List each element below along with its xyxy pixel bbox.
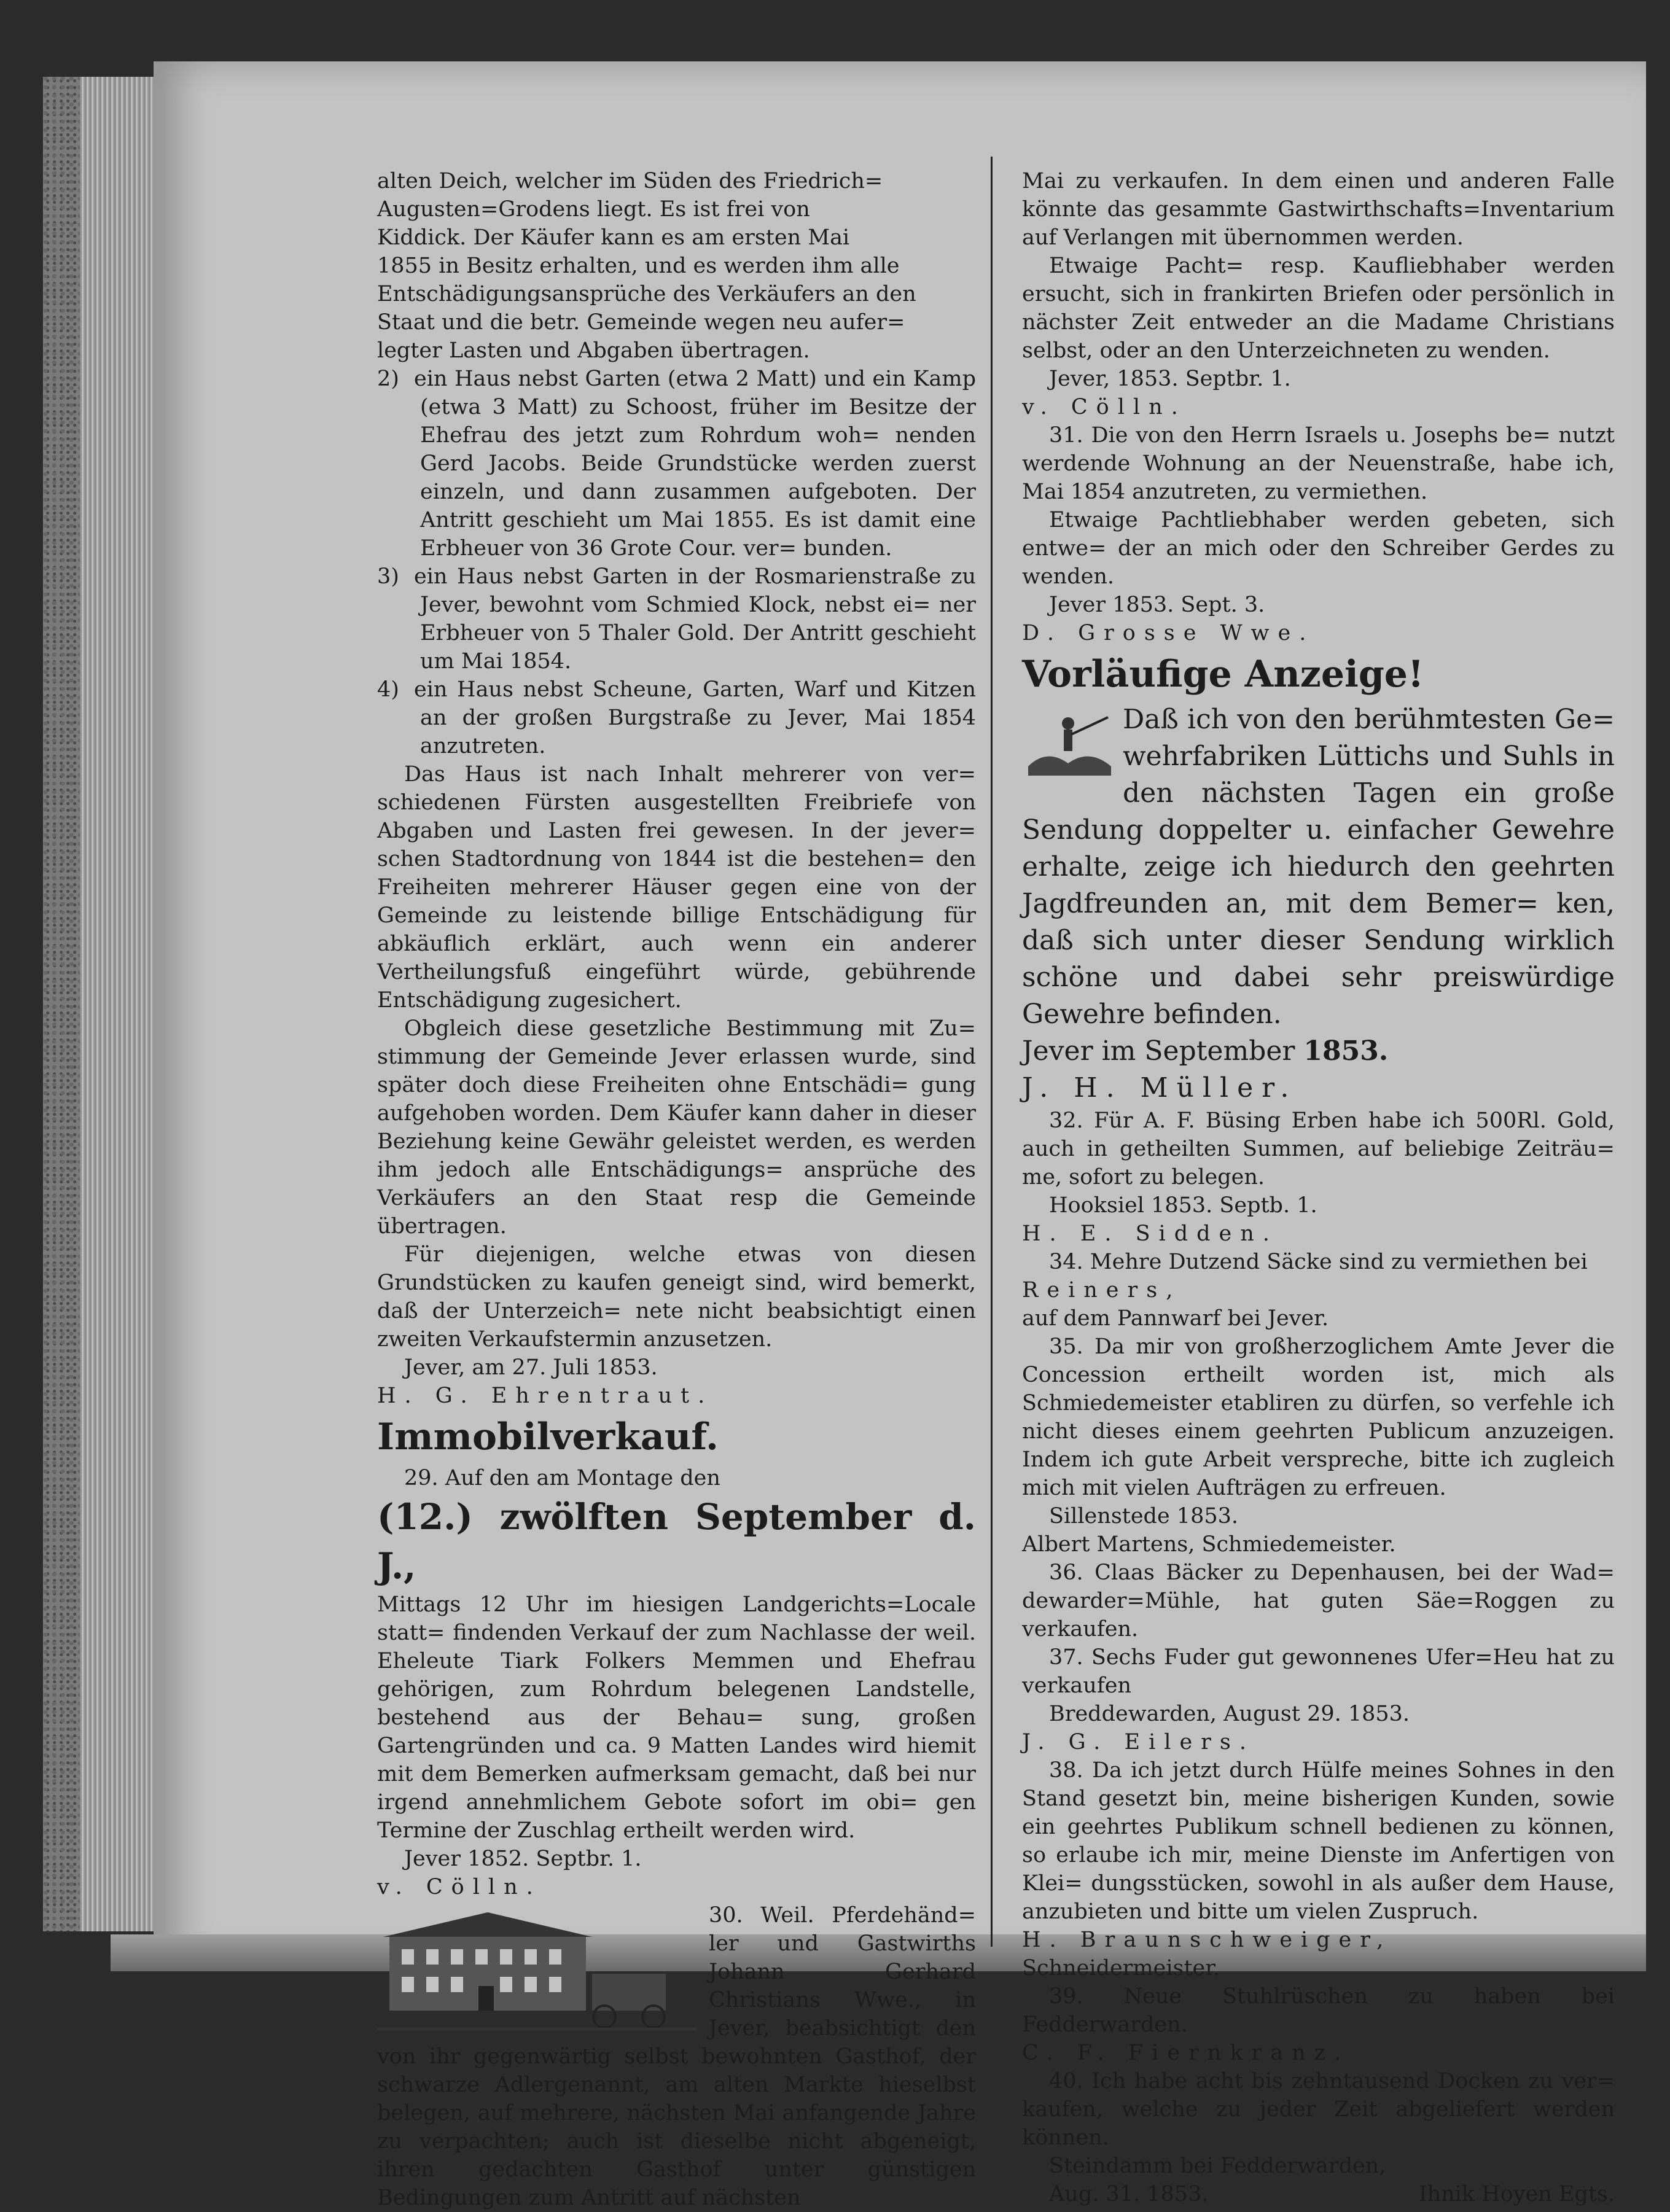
ad-text: Mai zu verkaufen. In dem einen und anderen Falle könnte das gesammte Gastwirthschafts=Inventarium auf Verlangen mit übernommen werden.	[1022, 169, 1615, 250]
signature: Ihnik Hoyen Egts.	[1418, 2182, 1615, 2206]
ad-text: 35. Da mir von großherzoglichem Amte Jever die Concession ertheilt worden ist, mich als Schmiedemeister etabliren zu dürfen, so verfehle ich nicht dieses einem geehrten Publicum anzuzeigen. Indem ich gute Arbeit verspreche, bitte ich zugleich mich mit vielen Aufträgen zu erfreuen.	[1022, 1334, 1615, 1500]
ad-text: 32. Für A. F. Büsing Erben habe ich 500Rl. Gold, auch in getheilten Summen, auf beliebige Zeiträu= me, sofort zu belegen.	[1022, 1108, 1615, 1190]
property-item-2	[377, 365, 976, 563]
intro-line: Entschädigungsansprüche des Verkäufers an den	[377, 282, 916, 306]
book-cover-edge	[43, 77, 80, 1931]
ad-text: 40. Ich habe acht bis zehntausend Docken zu ver= kaufen, welche zu jeder Zeit abgeliefert werden können.	[1022, 2069, 1615, 2150]
property-item-3	[377, 563, 976, 676]
date-line: Jever 1852. Septbr. 1.	[404, 1847, 642, 1871]
item-number: 2)	[377, 367, 399, 391]
anzeige-year: 1853.	[1303, 1035, 1389, 1067]
signature: C. F. Fiernkranz.	[1022, 2041, 1350, 2065]
signature: v. Cölln.	[1022, 395, 1187, 419]
signature: Reiners,	[1022, 1278, 1182, 1303]
date-line: Jever 1853. Sept. 3.	[1049, 593, 1265, 617]
ad-date-heading: (12.) zwölften September d. J.,	[377, 1496, 976, 1587]
place-line: Sillenstede 1853.	[1049, 1504, 1238, 1529]
signature: H. Braunschweiger,	[1022, 1928, 1392, 1952]
intro-line: legter Lasten und Abgaben übertragen.	[377, 338, 810, 363]
signature: J. G. Eilers.	[1022, 1730, 1255, 1754]
property-item-4	[377, 676, 976, 760]
signature: H. G. Ehrentraut.	[377, 1384, 714, 1408]
signature: J. H. Müller.	[1022, 1072, 1298, 1104]
item-number: 3)	[377, 564, 399, 589]
date-line: Breddewarden, August 29. 1853.	[1049, 1702, 1410, 1726]
inn-illustration	[377, 1906, 696, 2035]
item-text: ein Haus nebst Garten (etwa 2 Matt) und ein Kamp (etwa 3 Matt) zu Schoost, früher im Besitze der Ehefrau des jetzt zum Rohrdum woh= nenden Gerd Jacobs. Beide Grundstücke werden zuerst einzeln, und dann zusammen aufgeboten. Der Antritt geschieht um Mai 1855. Es ist damit eine Erbheuer von 36 Grote Cour. ver= bunden.	[414, 367, 976, 561]
hunter-illustration	[1022, 705, 1114, 779]
date-sign-line	[1022, 2180, 1615, 2208]
signature: H. E. Sidden.	[1022, 1221, 1278, 1246]
ad-text: Etwaige Pacht= resp. Kaufliebhaber werden ersucht, sich in frankirten Briefen oder persönlich in nächster Zeit entweder an die Madame Christians selbst, oder an den Unterzeichneten zu wenden.	[1022, 254, 1615, 363]
date-line: Jever, am 27. Juli 1853.	[404, 1355, 658, 1380]
right-column	[1022, 167, 1615, 2208]
intro-line: Augusten=Grodens liegt. Es ist frei von	[377, 197, 810, 222]
paragraph: Das Haus ist nach Inhalt mehrerer von ver= schiedenen Fürsten ausgestellten Freibriefe von Abgaben und Lasten frei gewesen. In der jever= schen Stadtordnung von 1844 ist die bestehen= den Freiheiten mehrerer Häuser gegen eine von der Gemeinde zu leistende billige Entschädigung für abkäuflich erklärt, auch wenn ein anderer Vertheilungsfuß eingeführt würde, gebührende Entschädigung zugesichert.	[377, 762, 976, 1013]
section-heading: Vorläufige Anzeige!	[1022, 653, 1424, 696]
ad-text: 34. Mehre Dutzend Säcke sind zu vermiethen bei	[1049, 1250, 1588, 1274]
date-line: Jever, 1853. Septbr. 1.	[1049, 367, 1291, 391]
ad-text: Mittags 12 Uhr im hiesigen Landgerichts=Locale statt= findenden Verkauf der zum Nachlasse der weil. Eheleute Tiark Folkers Memmen und Ehefrau gehörigen, zum Rohrdum belegenen Landstelle, bestehend aus der Behau= sung, großen Gartengründen und ca. 9 Matten Landes wird hiemit mit dem Bemerken aufmerksam gemacht, daß bei nur irgend annehmlichem Gebote sofort im obi= gen Termine der Zuschlag ertheilt werden wird.	[377, 1592, 976, 1843]
ad-text: Etwaige Pachtliebhaber werden gebeten, sich entwe= der an mich oder den Schreiber Gerdes zu wenden.	[1022, 508, 1615, 589]
date-line: Hooksiel 1853. Septb. 1.	[1049, 1193, 1317, 1218]
column-divider	[991, 157, 993, 1947]
signature: v. Cölln.	[377, 1875, 542, 1899]
ad-text: 36. Claas Bäcker zu Depenhausen, bei der Wad= dewarder=Mühle, hat guten Säe=Roggen zu verkaufen.	[1022, 1560, 1615, 1641]
signature-title: Schneidermeister.	[1022, 1956, 1220, 1980]
item-text: ein Haus nebst Scheune, Garten, Warf und Kitzen an der großen Burgstraße zu Jever, Mai 1854 anzutreten.	[414, 677, 976, 758]
paragraph: Obgleich diese gesetzliche Bestimmung mit Zu= stimmung der Gemeinde Jever erlassen wurde, sind später doch diese Freiheiten ohne Entschädi= gung aufgehoben worden. Dem Käufer kann daher in dieser Beziehung keine Gewähr geleistet werden, es werden ihm jedoch alle Entschädigungs= ansprüche des Verkäufers an den Staat resp die Gemeinde übertragen.	[377, 1016, 976, 1239]
intro-line: alten Deich, welcher im Süden des Friedrich=	[377, 169, 883, 193]
item-number: 4)	[377, 677, 399, 702]
date-line: Aug. 31. 1853.	[1049, 2182, 1209, 2206]
item-text: ein Haus nebst Garten in der Rosmarienstraße zu Jever, bewohnt vom Schmied Klock, nebst ei= ner Erbheuer von 5 Thaler Gold. Der Antritt geschieht um Mai 1854.	[414, 564, 976, 674]
signature: Albert Martens, Schmiedemeister.	[1022, 1532, 1396, 1557]
section-heading: Immobilverkauf.	[377, 1416, 719, 1458]
paragraph: Für diejenigen, welche etwas von diesen Grundstücken zu kaufen geneigt sind, wird bemerkt, daß der Unterzeich= nete nicht beabsichtigt einen zweiten Verkaufstermin anzusetzen.	[377, 1242, 976, 1352]
intro-line: Kiddick. Der Käufer kann es am ersten Mai	[377, 225, 850, 250]
place-line: Steindamm bei Fedderwarden,	[1049, 2154, 1386, 2178]
anzeige-date-prefix: Jever im September	[1022, 1035, 1295, 1067]
intro-line: 1855 in Besitz erhalten, und es werden ihm alle	[377, 254, 900, 278]
place-line: auf dem Pannwarf bei Jever.	[1022, 1306, 1329, 1331]
intro-line: Staat und die betr. Gemeinde wegen neu aufer=	[377, 310, 905, 335]
left-column	[377, 167, 976, 2212]
ad-intro: 29. Auf den am Montage den	[404, 1466, 720, 1490]
anzeige-date	[1022, 1033, 1615, 1070]
ad-text: 31. Die von den Herrn Israels u. Josephs be= nutzt werdende Wohnung an der Neuenstraße, habe ich, Mai 1854 anzutreten, zu vermiethen.	[1022, 423, 1615, 504]
page-stack-edge	[80, 77, 154, 1931]
ad-text: 37. Sechs Fuder gut gewonnenes Ufer=Heu hat zu verkaufen	[1022, 1645, 1615, 1698]
ad-text: 39. Neue Stuhlrüschen zu haben bei Fedderwarden.	[1022, 1984, 1615, 2037]
anzeige-text: Daß ich von den berühmtesten Ge= wehrfabriken Lüttichs und Suhls in den nächsten Tagen ein große Sendung doppelter u. einfacher Gewehre erhalte, zeige ich hiedurch den geehrten Jagdfreunden an, mit dem Bemer= ken, daß sich unter dieser Sendung wirklich schöne und dabei sehr preiswürdige Gewehre befinden.	[1022, 704, 1615, 1030]
signature: D. Grosse Wwe.	[1022, 621, 1315, 645]
ad-text: 38. Da ich jetzt durch Hülfe meines Sohnes in den Stand gesetzt bin, meine bisherigen Kunden, sowie ein geehrtes Publikum schnell bedienen zu können, so erlaube ich mir, meine Dienste im Anfertigen von Klei= dungsstücken, sowohl in als außer dem Hause, anzubieten und bitte um vielen Zuspruch.	[1022, 1758, 1615, 1924]
ad-text: 30. Weil. Pferdehänd= ler und Gastwirths Johann Gerhard Christians Wwe., in Jever, beabsichtigt den von ihr gegenwärtig selbst bewohnten Gasthof, der schwarze Adlergenannt, am alten Markte hieselbst belegen, auf mehrere, nächsten Mai anfangende Jahre zu verpachten; auch ist dieselbe nicht abgeneigt, ihren gedachten Gasthof unter günstigen Bedingungen zum Antritt auf nächsten	[377, 1903, 976, 2210]
